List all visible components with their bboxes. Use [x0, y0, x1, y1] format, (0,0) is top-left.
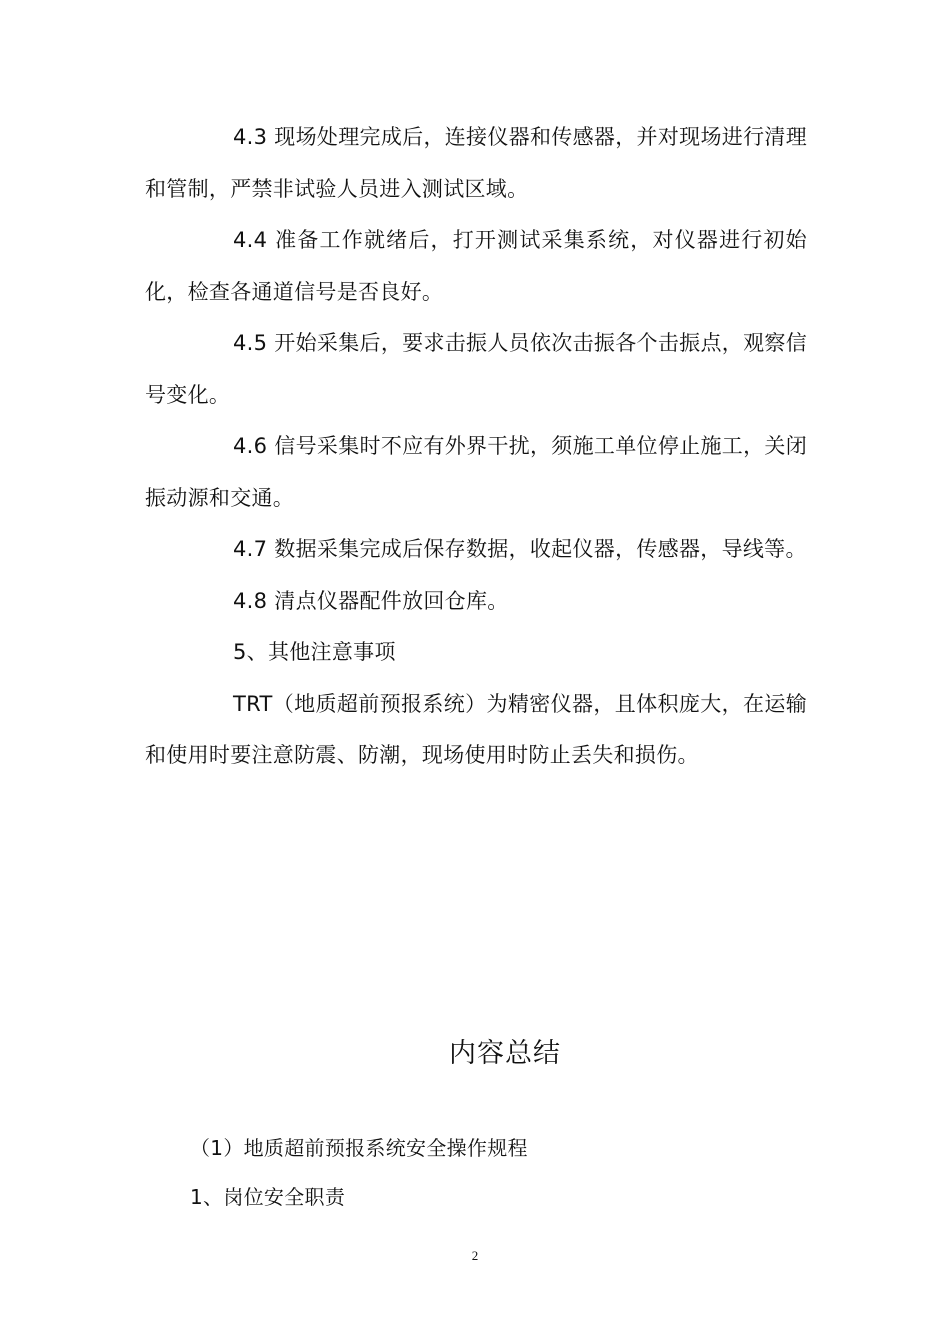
summary-title: 内容总结 — [449, 1038, 561, 1069]
paragraph-4-3: 4.3 现场处理完成后，连接仪器和传感器，并对现场进行清理和管制，严禁非试验人员进入测试区域。 — [145, 125, 807, 201]
paragraph-4-6: 4.6 信号采集时不应有外界干扰，须施工单位停止施工，关闭振动源和交通。 — [145, 434, 807, 510]
summary-line-2: 1、岗位安全职责 — [190, 1185, 346, 1209]
summary-line-1: （1）地质超前预报系统安全操作规程 — [190, 1136, 528, 1160]
section-heading-5: 5、其他注意事项 — [233, 640, 396, 664]
paragraph-4-4: 4.4 准备工作就绪后，打开测试采集系统，对仪器进行初始化，检查各通道信号是否良好。 — [145, 228, 807, 304]
page-number: 2 — [471, 1248, 479, 1263]
paragraph-trt: TRT（地质超前预报系统）为精密仪器，且体积庞大，在运输和使用时要注意防震、防潮，现场使用时防止丢失和损伤。 — [145, 691, 807, 767]
paragraph-4-8: 4.8 清点仪器配件放回仓库。 — [233, 588, 509, 613]
body-text — [145, 112, 807, 782]
paragraph-4-7: 4.7 数据采集完成后保存数据，收起仪器，传感器，导线等。 — [233, 537, 807, 561]
paragraph-4-5: 4.5 开始采集后，要求击振人员依次击振各个击振点，观察信号变化。 — [145, 331, 807, 407]
